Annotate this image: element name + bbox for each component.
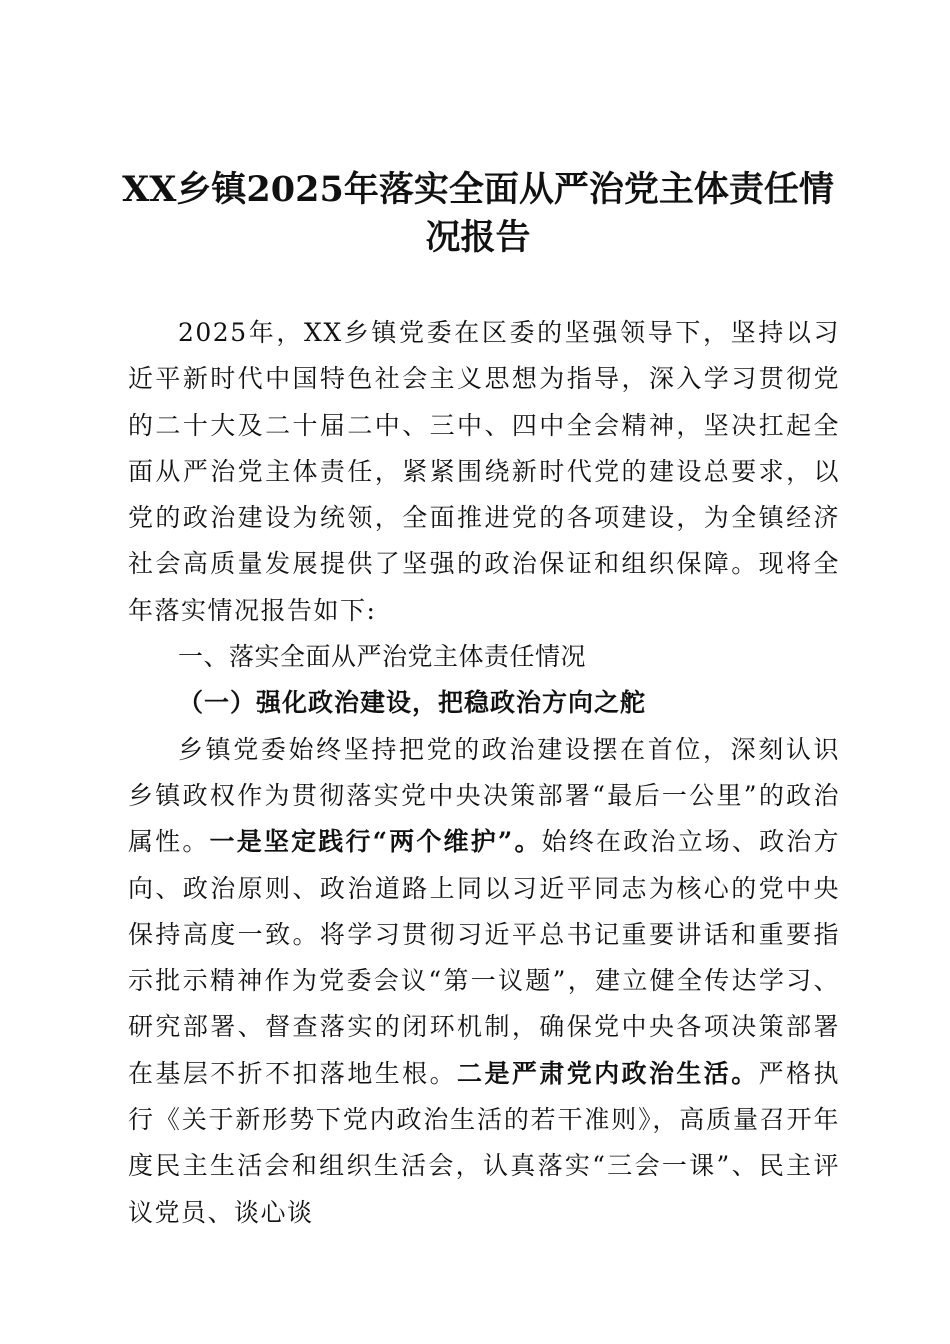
body-paragraph	[128, 727, 840, 1236]
intro-paragraph: 2025年，XX乡镇党委在区委的坚强领导下，坚持以习近平新时代中国特色社会主义思想为指导，深入学习贯彻党的二十大及二十届二中、三中、四中全会精神，坚决扛起全面从严治党主体责任，紧紧围绕新时代党的建设总要求，以党的政治建设为统领，全面推进党的各项建设，为全镇经济社会高质量发展提供了坚强的政治保证和组织保障。现将全年落实情况报告如下:	[128, 318, 840, 625]
point-two-title: 二是严肃党内政治生活。	[457, 1058, 759, 1088]
section-heading: 一、落实全面从严治党主体责任情况	[178, 642, 587, 672]
paragraph-lead: 乡镇党委始终坚持把党的政治建设摆在首位，深刻认识乡镇政权作为贯彻落实党中央决策部署“最后一公里”的政治属性。	[128, 734, 840, 857]
point-two-text: 严格执行《关于新形势下党内政治生活的若干准则》，高质量召开年度民主生活会和组织生活会，认真落实“三会一课”、民主评议党员、谈心谈	[128, 1058, 840, 1227]
point-one-title: 一是坚定践行“两个维护”。	[209, 827, 542, 857]
document-title: XX乡镇2025年落实全面从严治党主体责任情况报告	[122, 169, 834, 258]
subsection-heading: （一）强化政治建设，把稳政治方向之舵	[178, 688, 647, 718]
document-body	[128, 310, 840, 1236]
point-one-text: 始终在政治立场、政治方向、政治原则、政治道路上同以习近平同志为核心的党中央保持高度一致。将学习贯彻习近平总书记重要讲话和重要指示批示精神作为党委会议“第一议题”，建立健全传达学习、研究部署、督查落实的闭环机制，确保党中央各项决策部署在基层不折不扣落地生根。	[128, 827, 840, 1088]
